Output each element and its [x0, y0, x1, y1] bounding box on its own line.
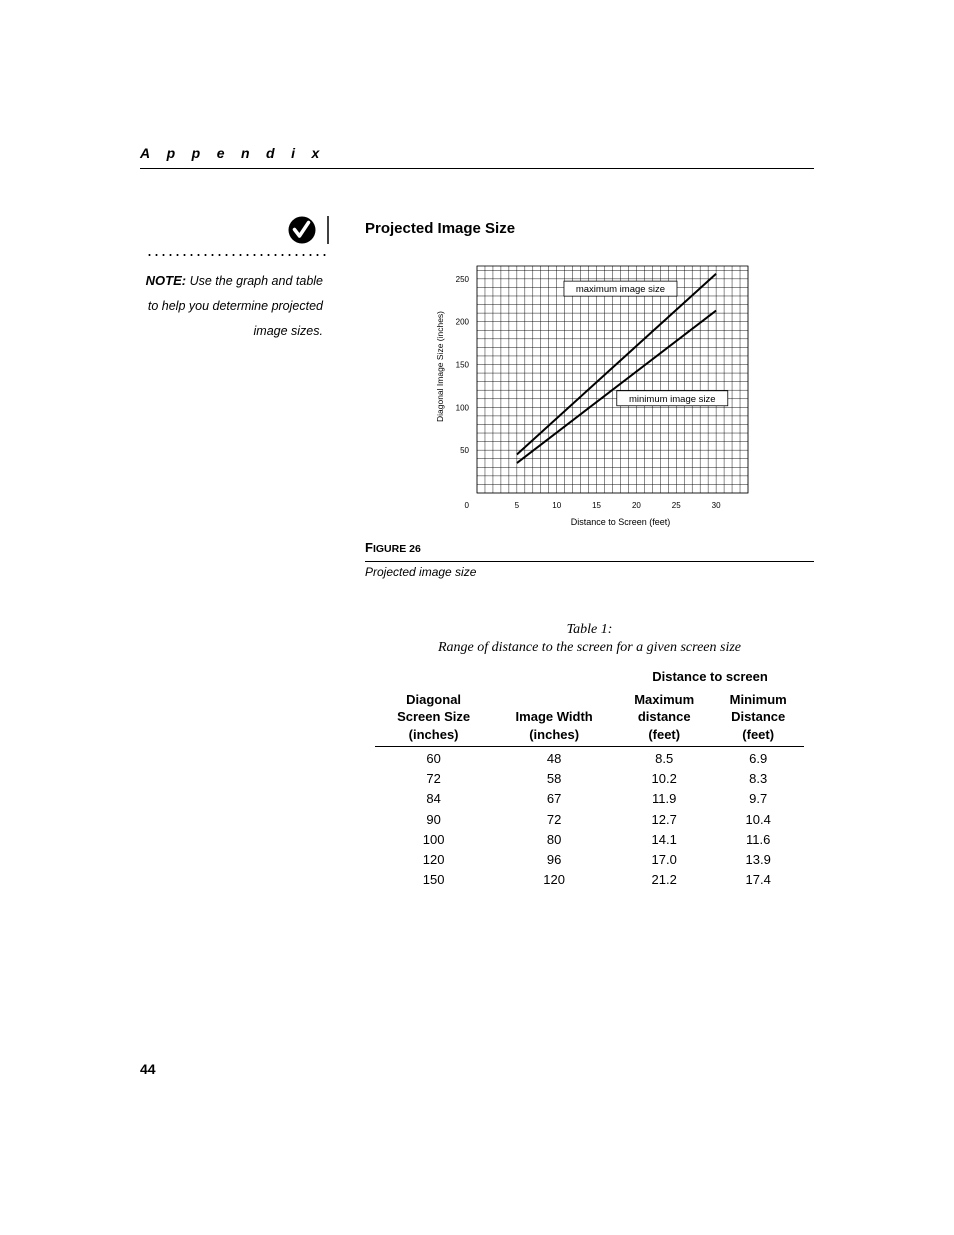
- header-rule: [140, 168, 814, 169]
- origin-label: 0: [464, 501, 469, 510]
- table-cell: 8.3: [749, 770, 768, 786]
- column-header: [616, 691, 712, 747]
- column-header-line: (feet): [742, 726, 775, 742]
- column-header: [712, 691, 804, 747]
- note-divider: [146, 253, 330, 257]
- table-cell: 9.7: [749, 791, 768, 807]
- table-cell: 14.1: [651, 831, 677, 847]
- table-cell: 17.0: [651, 852, 677, 868]
- table-cell: 11.9: [652, 791, 677, 807]
- table-row: [375, 747, 804, 769]
- table-row: [375, 809, 804, 829]
- group-header-distance: Distance to screen: [652, 669, 768, 684]
- table-title: [365, 621, 814, 657]
- x-tick-label: 5: [514, 501, 520, 510]
- x-tick-label: 15: [592, 501, 602, 510]
- figure-label-text: FIGURE 26: [365, 540, 421, 555]
- table-cell: 12.7: [651, 811, 677, 827]
- x-tick-label: 20: [631, 501, 641, 510]
- table-cell: 17.4: [745, 872, 771, 888]
- table-cell: 21.2: [651, 872, 677, 888]
- table-cell: 11.6: [746, 831, 771, 847]
- table-cell: 8.5: [655, 750, 674, 766]
- table-cell: 67: [546, 791, 562, 807]
- series-label: minimum image size: [628, 393, 716, 405]
- table-title-text: Range of distance to the screen for a given screen size: [438, 640, 741, 655]
- table-cell: 13.9: [745, 852, 771, 868]
- section-title: Projected Image Size: [365, 220, 516, 237]
- column-header: [375, 691, 492, 747]
- table-cell: 6.9: [749, 750, 768, 766]
- table-cell: 48: [546, 750, 562, 766]
- column-header-line: (inches): [408, 726, 459, 742]
- column-header-line: (inches): [529, 726, 580, 742]
- column-header-line: Image Width: [515, 709, 593, 724]
- note-block: [140, 268, 323, 344]
- table-cell: 100: [422, 831, 445, 847]
- y-tick-label: 50: [460, 446, 469, 456]
- table-row: [375, 829, 804, 849]
- y-axis-label: Diagonal Image Size (inches): [435, 310, 445, 423]
- y-tick-label: 150: [455, 360, 469, 370]
- table-cell: 150: [422, 872, 445, 888]
- note-checkmark-icon: [288, 216, 330, 244]
- column-header-line: Minimum: [729, 691, 787, 707]
- column-header-line: distance: [637, 709, 691, 724]
- table-cell: 84: [426, 791, 441, 807]
- y-tick-label: 250: [455, 274, 469, 284]
- table-row: [375, 768, 804, 788]
- note-label: NOTE:: [145, 273, 187, 288]
- x-tick-label: 10: [552, 501, 562, 510]
- table-row: [375, 849, 804, 869]
- column-header-line: (feet): [648, 726, 681, 742]
- table-cell: 72: [426, 770, 441, 786]
- x-tick-label: 25: [671, 501, 681, 510]
- x-axis-label: Distance to Screen (feet): [570, 517, 671, 527]
- note-text: Use the graph and table to help you determine projected image sizes.: [147, 274, 323, 338]
- table-cell: 120: [543, 872, 565, 888]
- table-cell: 80: [546, 831, 562, 847]
- table-cell: 120: [422, 852, 445, 868]
- table-cell: 90: [426, 811, 441, 827]
- table-row: [375, 789, 804, 809]
- column-header-line: Distance: [731, 709, 786, 724]
- series-label: maximum image size: [575, 284, 666, 296]
- x-tick-label: 30: [711, 501, 721, 510]
- table-row: [375, 870, 804, 890]
- figure-caption: Projected image size: [365, 565, 477, 579]
- running-header: Appendix: [140, 145, 336, 161]
- table-cell: 60: [426, 750, 441, 766]
- column-header: [492, 691, 616, 747]
- series-line-minimum: [517, 311, 716, 463]
- projected-image-size-chart: [430, 258, 760, 530]
- y-tick-label: 200: [455, 317, 469, 327]
- table-cell: 72: [546, 811, 562, 827]
- table-cell: 96: [546, 852, 562, 868]
- column-header-line: Maximum: [634, 691, 695, 707]
- table-cell: 10.4: [745, 811, 771, 827]
- series-line-maximum: [517, 274, 716, 455]
- table-cell: 58: [546, 770, 562, 786]
- grid: [477, 266, 748, 493]
- column-header-line: Diagonal: [406, 691, 462, 707]
- figure-rule: [365, 561, 814, 562]
- column-header-line: Screen Size: [397, 709, 471, 724]
- table-title-number: Table 1:: [566, 622, 613, 637]
- figure-label: [365, 540, 421, 555]
- page-number: 44: [140, 1061, 156, 1077]
- table-cell: 10.2: [651, 770, 677, 786]
- y-tick-label: 100: [455, 403, 469, 413]
- distance-table: [375, 668, 804, 890]
